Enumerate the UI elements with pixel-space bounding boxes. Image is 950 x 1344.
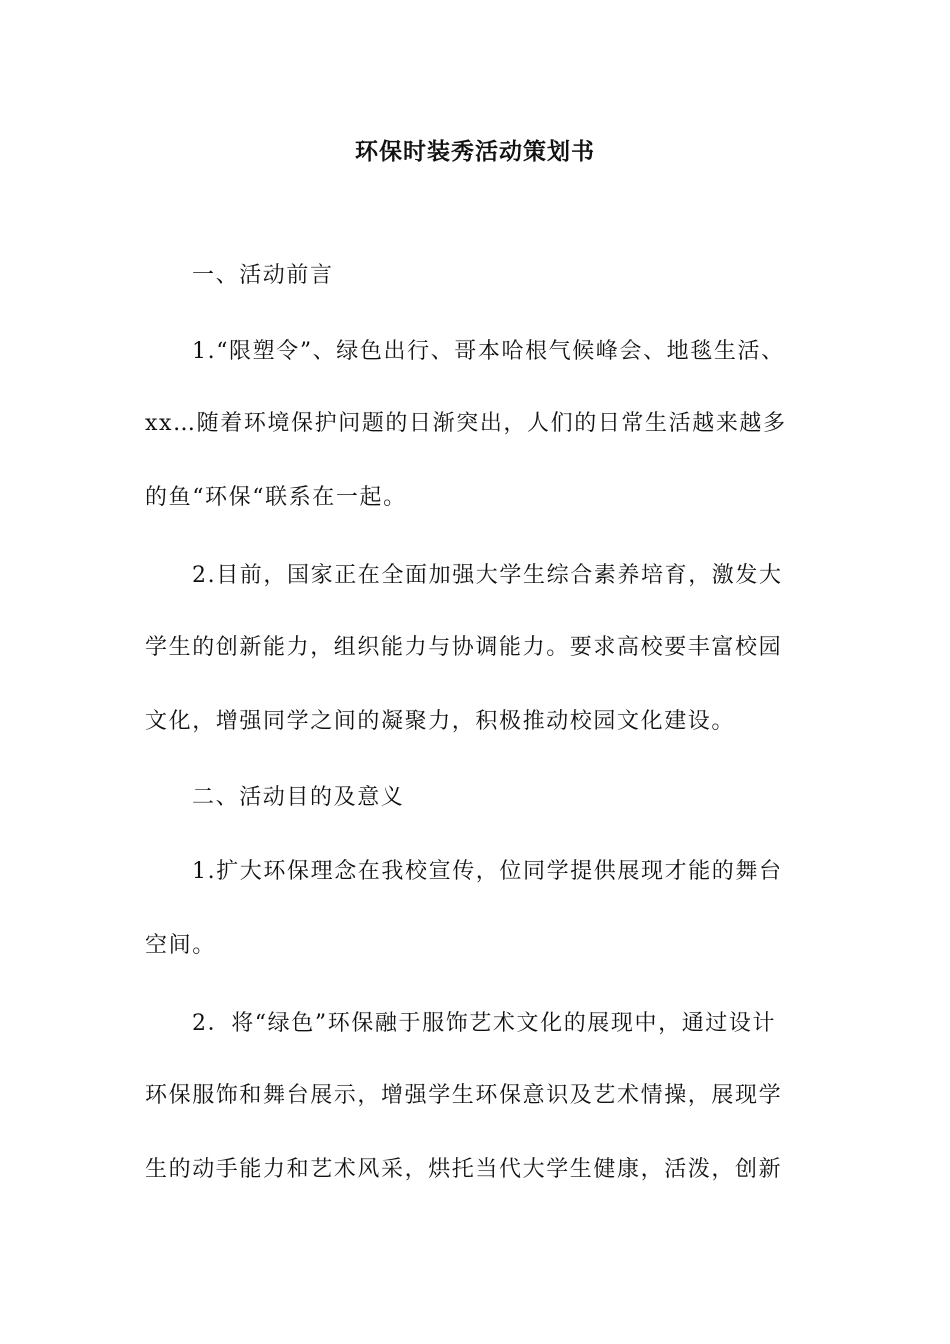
paragraph-line: 2.目前，国家正在全面加强大学生综合素养培育，激发大 [192,563,783,588]
paragraph-line: 的鱼“环保“联系在一起。 [145,485,407,510]
paragraph-line: 环保服饰和舞台展示，增强学生环保意识及艺术情操，展现学 [145,1083,783,1108]
paragraph-line: 生的动手能力和艺术风采，烘托当代大学生健康，活泼，创新 [145,1157,783,1182]
section-heading-preface: 一、活动前言 [192,263,334,288]
section-heading-purpose: 二、活动目的及意义 [192,785,405,810]
paragraph-line: 文化，增强同学之间的凝聚力，积极推动校园文化建设。 [145,709,736,734]
paragraph-line: xx…随着环境保护问题的日渐突出，人们的日常生活越来越多 [145,411,787,436]
document-title: 环保时装秀活动策划书 [355,139,595,165]
paragraph-line: 2．将“绿色”环保融于服饰艺术文化的展现中，通过设计 [192,1011,777,1036]
paragraph-line: 1.扩大环保理念在我校宣传，位同学提供展现才能的舞台 [192,859,783,884]
paragraph-line: 空间。 [145,933,216,958]
paragraph-line: 学生的创新能力，组织能力与协调能力。要求高校要丰富校园 [145,635,783,660]
paragraph-line: 1.“限塑令”、绿色出行、哥本哈根气候峰会、地毯生活、 [192,339,785,364]
